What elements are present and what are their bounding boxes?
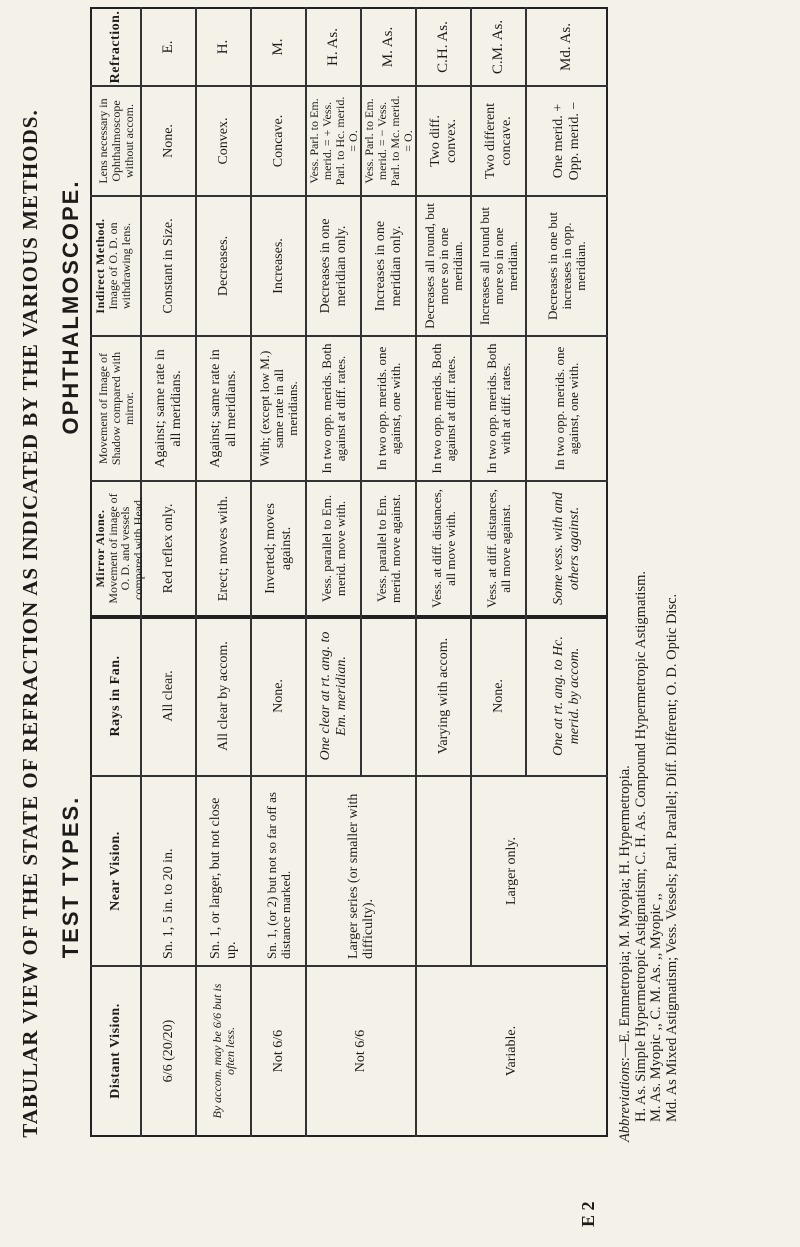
header-near-vision: Near Vision.	[108, 831, 124, 911]
cell-refraction-m-as: M. As.	[379, 26, 396, 68]
page-title: TABULAR VIEW OF THE STATE OF REFRACTION AS INDICATED BY THE VARIOUS METHODS.	[18, 109, 42, 1138]
cell-shadow-h-as: In two opp. merids. Both against at diff. rates.	[318, 343, 348, 474]
cell-refraction-md-as: Md. As.	[557, 23, 574, 71]
cell-fan-m-as	[362, 617, 415, 775]
cell-fan-ch-as: Varying with accom.	[435, 637, 451, 755]
cell-lens-m: Concave.	[270, 114, 286, 168]
abbreviations-label: Abbreviations	[617, 1061, 633, 1142]
cell-fan-h: All clear by accom.	[215, 641, 231, 751]
cell-refraction-ch-as: C.H. As.	[434, 21, 451, 73]
cell-fan-md-as: One at rt. ang. to Hc. merid. by accom.	[551, 636, 582, 756]
header-distant-vision: Distant Vision.	[108, 1003, 124, 1099]
header-rays-in-fan: Rays in Fan.	[108, 655, 124, 737]
cell-indirect-cm-as: Increases all round but more so in one meridian.	[476, 206, 520, 326]
ophthalmoscope-title: OPHTHALMOSCOPE.	[58, 179, 83, 435]
cell-near-m: Sn. 1, (or 2) but not so far off as distance marked.	[263, 792, 293, 959]
cell-lens-md-as: One merid. + Opp. merid. −	[551, 101, 582, 181]
cell-distant-m: Not 6/6	[270, 1029, 286, 1073]
cell-fan-e: All clear.	[160, 670, 176, 722]
header-lens-necessary: Lens necessary in Ophthalmoscope without accom.	[95, 98, 136, 184]
abbreviations-note	[618, 142, 680, 1142]
header-indirect-method: Indirect Method. Image of O. D. on withdrawing lens.	[93, 218, 133, 314]
page-signature-mark: E 2	[578, 1201, 598, 1227]
cell-near-e: Sn. 1, 5 in. to 20 in.	[160, 848, 176, 959]
cell-fan-h-as: One clear at rt. ang. to Em. meridian.	[318, 631, 349, 761]
cell-distant-h: By accom. may be 6/6 but is often less.	[209, 983, 237, 1119]
cell-lens-ch-as: Two diff. convex.	[428, 115, 459, 167]
cell-mirror-m: Inverted; moves against.	[263, 503, 294, 594]
abbreviations-line-3: M. As. Myopic ,, C. M. As. ,, Myopic ,,	[648, 893, 664, 1122]
cell-distant-h-as: Not 6/6	[353, 1029, 369, 1073]
test-types-title: TEST TYPES.	[58, 795, 83, 959]
abbreviations-line-4: Md. As Mixed Astigmatism; Vess. Vessels; Parl. Parallel; Diff. Different; O. D. Optic Disc.	[663, 593, 680, 1122]
cell-shadow-md-as: In two opp. merids. one against, one with.	[551, 346, 581, 471]
cell-shadow-ch-as: In two opp. merids. Both against at diff. rates.	[428, 343, 458, 474]
cell-shadow-m-as: In two opp. merids. one against, one with.	[373, 346, 403, 471]
header-refraction: Refraction.	[108, 10, 124, 84]
cell-fan-m: None.	[270, 679, 286, 713]
header-mirror-alone: Mirror Alone. Movement of image of O. D. and vessels compared with Head.	[93, 493, 145, 604]
cell-lens-h-as: Vess. Parl. to Em. merid. = + Vess. Parl. to Hc. merid. = O.	[306, 96, 360, 186]
cell-mirror-e: Red reflex only.	[160, 503, 176, 594]
cell-mirror-ch-as: Vess. at diff. distances, all move with.	[428, 489, 458, 608]
cell-mirror-h-as: Vess. parallel to Em. merid. move with.	[318, 494, 348, 603]
cell-mirror-md-as: Some vess. with and others against.	[551, 492, 582, 605]
cell-near-h: Sn. 1, or larger, but not close up.	[208, 797, 239, 959]
cell-refraction-h: H.	[214, 39, 231, 55]
cell-lens-h: Convex.	[215, 117, 231, 165]
abbreviations-line-1: Abbreviations:—E. Emmetropia; M. Myopia; H. Hypermetropia.	[617, 765, 633, 1142]
cell-lens-e: None.	[160, 124, 176, 158]
cell-near-h-as: Larger series (or smaller with difficulty).	[345, 793, 376, 959]
cell-near-compound: Larger only.	[503, 836, 519, 906]
cell-shadow-m: With; (except low M.) same rate in all meridians.	[256, 350, 300, 467]
cell-refraction-m: M.	[269, 38, 286, 56]
cell-distant-compound: Variable.	[503, 1025, 519, 1077]
cell-shadow-e: Against; same rate in all meridians.	[153, 349, 184, 468]
cell-mirror-m-as: Vess. parallel to Em. merid. move against.	[373, 493, 403, 604]
cell-shadow-cm-as: In two opp. merids. Both with at diff. rates.	[483, 343, 513, 474]
cell-mirror-cm-as: Vess. at diff. distances, all move against.	[483, 489, 513, 608]
header-movement-with-mirror: Movement of Image of Shadow compared with mirror.	[95, 351, 136, 466]
cell-lens-m-as: Vess. Parl. to Em. merid. = − Vess. Parl. to Mc. merid. = O.	[361, 95, 415, 187]
cell-refraction-cm-as: C.M. As.	[489, 19, 506, 75]
cell-shadow-h: Against; same rate in all meridians.	[208, 349, 239, 468]
cell-indirect-h: Decreases.	[215, 235, 231, 297]
cell-refraction-e: E.	[159, 40, 176, 54]
cell-indirect-m: Increases.	[270, 238, 286, 294]
cell-indirect-h-as: Decreases in one meridian only.	[318, 218, 349, 314]
cell-mirror-h: Erect; moves with.	[215, 495, 231, 602]
cell-distant-e: 6/6 (20/20)	[160, 1019, 176, 1083]
cell-fan-cm-as: None.	[490, 679, 506, 713]
cell-indirect-e: Constant in Size.	[160, 218, 176, 314]
cell-indirect-ch-as: Decreases all round, but more so in one meridian.	[421, 203, 465, 329]
abbreviations-line-2: H. As. Simple Hypermetropic Astigmatism; C. H. As. Compound Hypermetropic Astigmatism.	[632, 571, 649, 1122]
cell-refraction-h-as: H. As.	[324, 28, 341, 66]
cell-indirect-md-as: Decreases in one but increases in opp. meridian.	[544, 212, 588, 320]
cell-lens-cm-as: Two different concave.	[483, 102, 514, 180]
cell-indirect-m-as: Increases in one meridian only.	[373, 220, 404, 312]
